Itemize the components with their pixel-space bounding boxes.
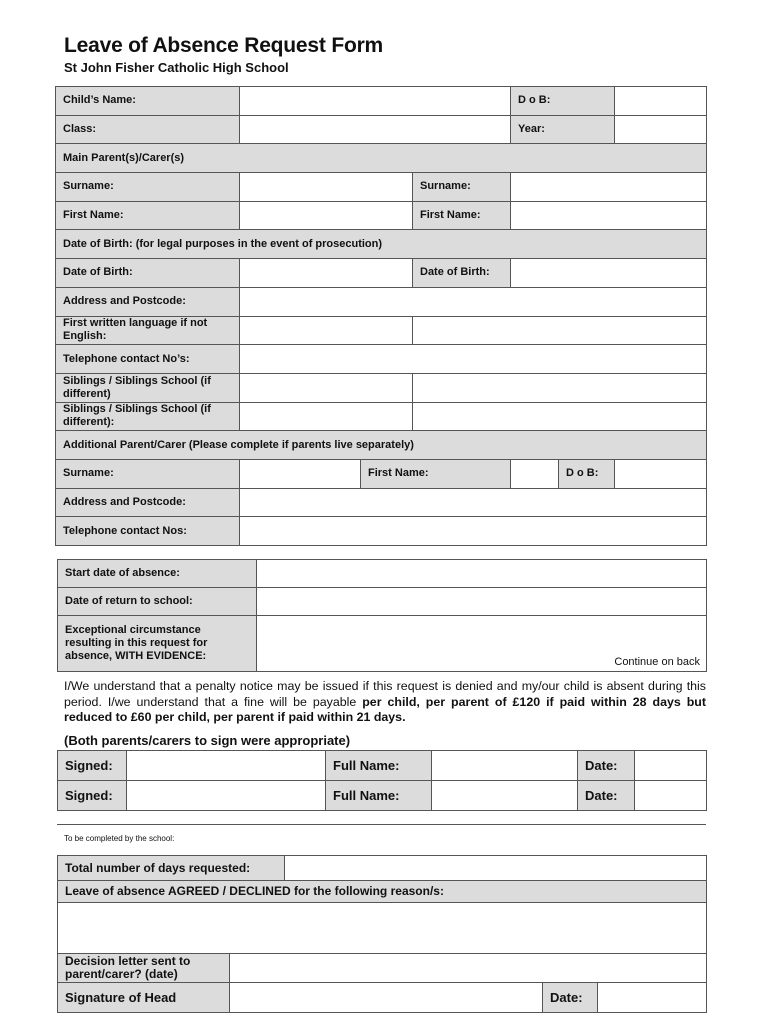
language-field-2[interactable] bbox=[413, 316, 707, 345]
siblings-field-2b[interactable] bbox=[413, 402, 707, 431]
telephone-field[interactable] bbox=[240, 345, 707, 374]
decision-letter-field[interactable] bbox=[230, 954, 707, 983]
siblings-field-1b[interactable] bbox=[413, 373, 707, 402]
declaration-fine-text: per child, per parent of £120 if paid within 28 days but reduced to £60 per child, per parent if paid within 21 days. bbox=[64, 694, 707, 724]
language-field-1[interactable] bbox=[240, 316, 413, 345]
first-name-field-2[interactable] bbox=[511, 201, 707, 230]
year-field[interactable] bbox=[615, 115, 707, 144]
absence-details-table bbox=[57, 559, 707, 672]
surname-label-2: Surname: bbox=[413, 173, 511, 202]
date-of-birth-label-1: Date of Birth: bbox=[56, 259, 240, 288]
date-label-2: Date: bbox=[578, 781, 635, 811]
additional-address-field[interactable] bbox=[240, 488, 707, 517]
school-name: St John Fisher Catholic High School bbox=[64, 60, 289, 75]
dob-legal-heading: Date of Birth: (for legal purposes in the event of prosecution) bbox=[56, 230, 707, 259]
date-label-1: Date: bbox=[578, 751, 635, 781]
additional-first-name-field[interactable] bbox=[511, 459, 559, 488]
full-name-label-1: Full Name: bbox=[326, 751, 432, 781]
first-name-label-2: First Name: bbox=[413, 201, 511, 230]
siblings-field-1a[interactable] bbox=[240, 373, 413, 402]
telephone-label: Telephone contact No’s: bbox=[56, 345, 240, 374]
signature-head-label: Signature of Head bbox=[58, 983, 230, 1013]
total-days-label: Total number of days requested: bbox=[58, 856, 285, 881]
surname-label-1: Surname: bbox=[56, 173, 240, 202]
signed-label-1: Signed: bbox=[58, 751, 127, 781]
declaration-text-part1: I/We understand that a penalty notice may be issued if this request is denied and my/our child is absent during this period. I/we understand that a fine will be payable bbox=[64, 679, 706, 709]
class-label: Class: bbox=[56, 115, 240, 144]
exceptional-field[interactable] bbox=[257, 616, 707, 672]
date-field-1[interactable] bbox=[635, 751, 707, 781]
signed-label-2: Signed: bbox=[58, 781, 127, 811]
year-label: Year: bbox=[511, 115, 615, 144]
additional-surname-label: Surname: bbox=[56, 459, 240, 488]
return-date-label: Date of return to school: bbox=[58, 588, 257, 616]
date-field-2[interactable] bbox=[635, 781, 707, 811]
signed-field-1[interactable] bbox=[127, 751, 326, 781]
head-date-field[interactable] bbox=[598, 983, 707, 1013]
additional-dob-label: D o B: bbox=[559, 459, 615, 488]
exceptional-label: Exceptional circumstance resulting in this request for absence, WITH EVIDENCE: bbox=[58, 616, 257, 672]
full-name-field-1[interactable] bbox=[432, 751, 578, 781]
dob-label: D o B: bbox=[511, 87, 615, 116]
continue-on-back-note: Continue on back bbox=[614, 656, 700, 668]
additional-dob-field[interactable] bbox=[615, 459, 707, 488]
declaration-text bbox=[64, 679, 706, 726]
full-name-field-2[interactable] bbox=[432, 781, 578, 811]
signed-field-2[interactable] bbox=[127, 781, 326, 811]
date-of-birth-label-2: Date of Birth: bbox=[413, 259, 511, 288]
page-title: Leave of Absence Request Form bbox=[64, 34, 384, 57]
additional-address-label: Address and Postcode: bbox=[56, 488, 240, 517]
agreed-declined-heading: Leave of absence AGREED / DECLINED for the following reason/s: bbox=[58, 881, 707, 903]
siblings-label-2: Siblings / Siblings School (if different): bbox=[56, 402, 240, 431]
decision-letter-label: Decision letter sent to parent/carer? (date) bbox=[58, 954, 230, 983]
class-field[interactable] bbox=[240, 115, 511, 144]
total-days-field[interactable] bbox=[285, 856, 707, 881]
additional-telephone-field[interactable] bbox=[240, 517, 707, 546]
additional-first-name-label: First Name: bbox=[361, 459, 511, 488]
signature-table bbox=[57, 750, 707, 811]
return-date-field[interactable] bbox=[257, 588, 707, 616]
surname-field-2[interactable] bbox=[511, 173, 707, 202]
address-field[interactable] bbox=[240, 287, 707, 316]
divider bbox=[57, 824, 706, 825]
additional-surname-field[interactable] bbox=[240, 459, 361, 488]
date-of-birth-field-2[interactable] bbox=[511, 259, 707, 288]
full-name-label-2: Full Name: bbox=[326, 781, 432, 811]
childs-name-label: Child’s Name: bbox=[56, 87, 240, 116]
additional-parent-heading: Additional Parent/Carer (Please complete if parents live separately) bbox=[56, 431, 707, 460]
address-label: Address and Postcode: bbox=[56, 287, 240, 316]
dob-field[interactable] bbox=[615, 87, 707, 116]
signature-head-field[interactable] bbox=[230, 983, 543, 1013]
surname-field-1[interactable] bbox=[240, 173, 413, 202]
additional-telephone-label: Telephone contact Nos: bbox=[56, 517, 240, 546]
siblings-label-1: Siblings / Siblings School (if different) bbox=[56, 373, 240, 402]
both-sign-note: (Both parents/carers to sign were appropriate) bbox=[64, 733, 351, 748]
date-of-birth-field-1[interactable] bbox=[240, 259, 413, 288]
start-date-label: Start date of absence: bbox=[58, 560, 257, 588]
school-use-note: To be completed by the school: bbox=[64, 834, 175, 843]
main-parents-heading: Main Parent(s)/Carer(s) bbox=[56, 144, 707, 173]
first-name-field-1[interactable] bbox=[240, 201, 413, 230]
school-use-table bbox=[57, 855, 707, 1013]
reason-field[interactable] bbox=[58, 903, 707, 954]
head-date-label: Date: bbox=[543, 983, 598, 1013]
language-label: First written language if not English: bbox=[56, 316, 240, 345]
childs-name-field[interactable] bbox=[240, 87, 511, 116]
start-date-field[interactable] bbox=[257, 560, 707, 588]
child-details-table bbox=[55, 86, 707, 546]
siblings-field-2a[interactable] bbox=[240, 402, 413, 431]
first-name-label-1: First Name: bbox=[56, 201, 240, 230]
